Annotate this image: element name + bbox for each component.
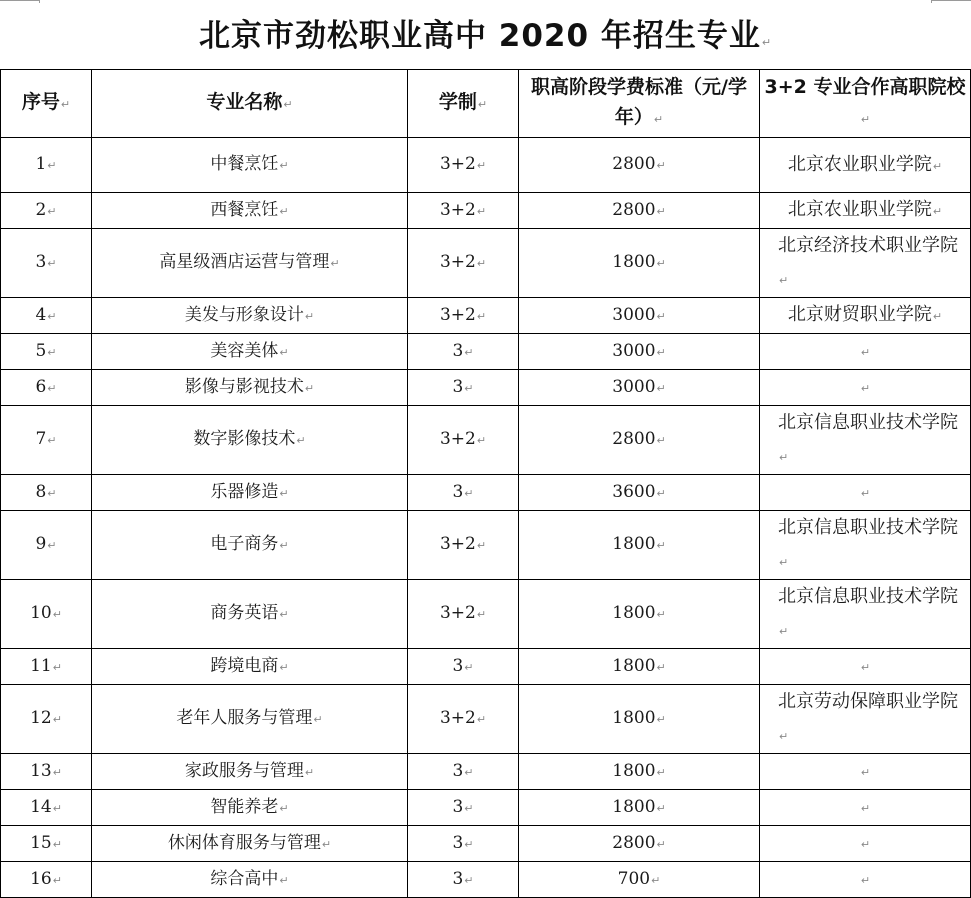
cell-fee-text: 1800 xyxy=(612,796,656,817)
paragraph-mark-icon: ↵ xyxy=(52,608,62,621)
paragraph-mark-icon: ↵ xyxy=(47,257,57,270)
paragraph-mark-icon: ↵ xyxy=(476,257,487,270)
table-row xyxy=(1,754,971,790)
paragraph-mark-icon: ↵ xyxy=(656,159,666,172)
cell-system-text: 3+2 xyxy=(439,708,476,728)
paragraph-mark-icon: ↵ xyxy=(279,486,289,500)
paragraph-mark-icon: ↵ xyxy=(279,608,289,621)
cell-system-text: 3+2 xyxy=(439,199,476,220)
paragraph-mark-icon: ↵ xyxy=(464,486,474,500)
cell-fee xyxy=(519,406,760,475)
cell-major-text: 商务英语 xyxy=(210,603,279,623)
paragraph-mark-icon: ↵ xyxy=(321,837,332,851)
cell-major-text: 综合高中 xyxy=(210,868,279,889)
table-header-row xyxy=(1,70,971,138)
cell-fee xyxy=(519,754,760,790)
cell-number-text: 2 xyxy=(35,199,47,220)
cell-number-text: 14 xyxy=(30,796,52,817)
cell-number xyxy=(1,475,92,511)
table-row xyxy=(1,826,971,862)
cell-major-text: 乐器修造 xyxy=(210,481,279,502)
cell-college xyxy=(760,229,971,298)
paragraph-mark-icon: ↵ xyxy=(47,159,57,172)
cell-college xyxy=(760,370,971,406)
cell-number-text: 3 xyxy=(35,252,47,272)
page-title-text: 北京市劲松职业高中 2020 年招生专业 xyxy=(198,18,761,54)
cell-system xyxy=(408,298,519,334)
cell-system xyxy=(408,511,519,580)
cell-system-text: 3 xyxy=(452,832,464,853)
paragraph-mark-icon: ↵ xyxy=(651,873,661,887)
paragraph-mark-icon: ↵ xyxy=(464,660,474,674)
header-number xyxy=(1,70,92,138)
table-row xyxy=(1,370,971,406)
cell-major xyxy=(92,138,408,193)
page-title xyxy=(0,16,971,63)
table-row xyxy=(1,193,971,229)
cell-major xyxy=(92,826,408,862)
cell-system xyxy=(408,370,519,406)
cell-college xyxy=(760,193,971,229)
cell-number-text: 5 xyxy=(35,340,47,361)
paragraph-mark-icon: ↵ xyxy=(476,713,487,726)
cell-system-text: 3+2 xyxy=(439,534,476,554)
cell-system-text: 3+2 xyxy=(439,252,476,272)
paragraph-mark-icon: ↵ xyxy=(860,487,871,500)
cell-system xyxy=(408,862,519,898)
paragraph-mark-icon: ↵ xyxy=(656,345,666,359)
cell-major xyxy=(92,229,408,298)
paragraph-mark-icon: ↵ xyxy=(477,98,488,111)
cell-fee-text: 2800 xyxy=(612,832,656,853)
paragraph-mark-icon: ↵ xyxy=(656,309,666,323)
cell-fee-text: 3000 xyxy=(612,376,656,397)
paragraph-mark-icon: ↵ xyxy=(779,730,789,743)
cell-fee-text: 2800 xyxy=(612,154,656,174)
cell-fee xyxy=(519,511,760,580)
paragraph-mark-icon: ↵ xyxy=(779,274,789,287)
cell-fee-text: 1800 xyxy=(612,655,656,676)
cell-fee xyxy=(519,790,760,826)
cell-major xyxy=(92,511,408,580)
paragraph-mark-icon: ↵ xyxy=(761,36,773,49)
cell-fee xyxy=(519,475,760,511)
cell-college-text: 北京农业职业学院 xyxy=(787,199,932,220)
paragraph-mark-icon: ↵ xyxy=(52,765,62,779)
cell-college xyxy=(760,138,971,193)
cell-major xyxy=(92,193,408,229)
cell-major-text: 美发与形象设计 xyxy=(184,304,304,325)
cell-fee xyxy=(519,298,760,334)
paragraph-mark-icon: ↵ xyxy=(313,713,323,726)
paragraph-mark-icon: ↵ xyxy=(279,873,289,887)
cell-college-text: 北京劳动保障职业学院 xyxy=(778,691,958,712)
cell-system-text: 3 xyxy=(452,481,464,502)
cell-number-text: 1 xyxy=(35,154,47,174)
paragraph-mark-icon: ↵ xyxy=(779,625,789,638)
cell-major xyxy=(92,475,408,511)
paragraph-mark-icon: ↵ xyxy=(656,765,666,779)
cell-major-text: 中餐烹饪 xyxy=(210,154,279,174)
paragraph-mark-icon: ↵ xyxy=(304,381,315,395)
table-row xyxy=(1,649,971,685)
table-row xyxy=(1,229,971,298)
cell-fee-text: 3000 xyxy=(612,304,656,325)
cell-number xyxy=(1,790,92,826)
cell-major xyxy=(92,406,408,475)
paragraph-mark-icon: ↵ xyxy=(47,539,57,552)
paragraph-mark-icon: ↵ xyxy=(279,159,289,172)
cell-college-text: 北京信息职业技术学院 xyxy=(778,586,958,607)
paragraph-mark-icon: ↵ xyxy=(656,257,666,270)
paragraph-mark-icon: ↵ xyxy=(52,801,62,815)
paragraph-mark-icon: ↵ xyxy=(47,434,57,447)
paragraph-mark-icon: ↵ xyxy=(656,381,666,395)
page-corner-mark-right xyxy=(931,0,971,4)
cell-system-text: 3 xyxy=(452,376,464,397)
cell-fee xyxy=(519,229,760,298)
paragraph-mark-icon: ↵ xyxy=(656,539,666,552)
paragraph-mark-icon: ↵ xyxy=(476,309,487,323)
table-row xyxy=(1,138,971,193)
cell-college xyxy=(760,649,971,685)
cell-college xyxy=(760,826,971,862)
cell-number xyxy=(1,754,92,790)
table-body xyxy=(1,138,971,898)
cell-fee-text: 2800 xyxy=(612,429,656,449)
header-fee-label: 职高阶段学费标准（元/学年） xyxy=(531,76,747,128)
paragraph-mark-icon: ↵ xyxy=(52,837,62,851)
cell-system xyxy=(408,754,519,790)
cell-major xyxy=(92,862,408,898)
paragraph-mark-icon: ↵ xyxy=(779,556,789,569)
paragraph-mark-icon: ↵ xyxy=(860,661,871,674)
paragraph-mark-icon: ↵ xyxy=(52,873,62,887)
paragraph-mark-icon: ↵ xyxy=(279,539,289,552)
paragraph-mark-icon: ↵ xyxy=(656,608,666,621)
paragraph-mark-icon: ↵ xyxy=(476,608,487,621)
cell-major-text: 美容美体 xyxy=(210,340,279,361)
paragraph-mark-icon: ↵ xyxy=(656,801,666,815)
paragraph-mark-icon: ↵ xyxy=(860,802,871,815)
paragraph-mark-icon: ↵ xyxy=(279,660,289,674)
cell-number-text: 15 xyxy=(30,832,52,853)
cell-major-text: 高星级酒店运营与管理 xyxy=(159,252,330,272)
cell-number-text: 12 xyxy=(30,708,52,728)
cell-fee-text: 1800 xyxy=(612,603,656,623)
paragraph-mark-icon: ↵ xyxy=(47,381,57,395)
cell-system-text: 3 xyxy=(452,655,464,676)
cell-college xyxy=(760,685,971,754)
header-college-label: 3+2 专业合作高职院校 xyxy=(764,76,966,98)
paragraph-mark-icon: ↵ xyxy=(932,310,943,323)
cell-major xyxy=(92,298,408,334)
cell-number-text: 10 xyxy=(30,603,52,623)
cell-system xyxy=(408,406,519,475)
cell-system-text: 3 xyxy=(452,340,464,361)
cell-major-text: 休闲体育服务与管理 xyxy=(167,832,321,853)
paragraph-mark-icon: ↵ xyxy=(464,765,474,779)
cell-system-text: 3 xyxy=(452,760,464,781)
header-fee xyxy=(519,70,760,138)
cell-fee xyxy=(519,862,760,898)
cell-major xyxy=(92,370,408,406)
paragraph-mark-icon: ↵ xyxy=(656,204,666,218)
cell-system xyxy=(408,229,519,298)
cell-major-text: 跨境电商 xyxy=(210,655,279,676)
paragraph-mark-icon: ↵ xyxy=(464,381,474,395)
cell-fee xyxy=(519,826,760,862)
cell-number xyxy=(1,370,92,406)
cell-fee xyxy=(519,580,760,649)
cell-number xyxy=(1,685,92,754)
paragraph-mark-icon: ↵ xyxy=(860,874,871,887)
cell-system xyxy=(408,193,519,229)
table-row xyxy=(1,862,971,898)
cell-number xyxy=(1,138,92,193)
cell-fee-text: 2800 xyxy=(612,199,656,220)
cell-system-text: 3 xyxy=(452,868,464,889)
cell-system xyxy=(408,826,519,862)
paragraph-mark-icon: ↵ xyxy=(296,434,306,447)
cell-fee-text: 1800 xyxy=(612,252,656,272)
cell-number-text: 8 xyxy=(35,481,47,502)
cell-college xyxy=(760,754,971,790)
paragraph-mark-icon: ↵ xyxy=(656,713,666,726)
header-major xyxy=(92,70,408,138)
paragraph-mark-icon: ↵ xyxy=(779,451,789,464)
paragraph-mark-icon: ↵ xyxy=(279,345,289,359)
cell-college xyxy=(760,580,971,649)
cell-college-text: 北京信息职业技术学院 xyxy=(778,517,958,538)
paragraph-mark-icon: ↵ xyxy=(304,309,315,323)
cell-major xyxy=(92,754,408,790)
table-row xyxy=(1,406,971,475)
paragraph-mark-icon: ↵ xyxy=(656,486,666,500)
cell-system xyxy=(408,649,519,685)
cell-number xyxy=(1,193,92,229)
cell-fee xyxy=(519,649,760,685)
cell-fee-text: 1800 xyxy=(612,534,656,554)
cell-number xyxy=(1,649,92,685)
paragraph-mark-icon: ↵ xyxy=(476,204,487,218)
paragraph-mark-icon: ↵ xyxy=(860,838,871,851)
header-system-label: 学制 xyxy=(438,91,477,113)
paragraph-mark-icon: ↵ xyxy=(476,434,487,447)
header-number-label: 序号 xyxy=(21,91,60,113)
paragraph-mark-icon: ↵ xyxy=(656,837,666,851)
paragraph-mark-icon: ↵ xyxy=(860,346,871,359)
cell-fee xyxy=(519,334,760,370)
enrollment-table xyxy=(0,69,971,898)
cell-system-text: 3+2 xyxy=(439,154,476,174)
paragraph-mark-icon: ↵ xyxy=(464,345,474,359)
table-row xyxy=(1,298,971,334)
cell-number xyxy=(1,298,92,334)
cell-college xyxy=(760,790,971,826)
table-row xyxy=(1,334,971,370)
paragraph-mark-icon: ↵ xyxy=(653,113,664,126)
cell-fee xyxy=(519,685,760,754)
cell-number xyxy=(1,229,92,298)
paragraph-mark-icon: ↵ xyxy=(279,801,289,815)
cell-system xyxy=(408,685,519,754)
cell-college xyxy=(760,511,971,580)
table-row xyxy=(1,685,971,754)
paragraph-mark-icon: ↵ xyxy=(656,434,666,447)
cell-college xyxy=(760,862,971,898)
cell-system-text: 3 xyxy=(452,796,464,817)
paragraph-mark-icon: ↵ xyxy=(60,98,71,111)
table-row xyxy=(1,475,971,511)
cell-college-text: 北京农业职业学院 xyxy=(787,153,932,175)
paragraph-mark-icon: ↵ xyxy=(464,837,474,851)
cell-system xyxy=(408,580,519,649)
cell-major-text: 西餐烹饪 xyxy=(210,199,279,220)
cell-major xyxy=(92,685,408,754)
paragraph-mark-icon: ↵ xyxy=(47,486,57,500)
cell-fee xyxy=(519,193,760,229)
cell-number-text: 9 xyxy=(35,534,47,554)
paragraph-mark-icon: ↵ xyxy=(52,660,62,674)
cell-number xyxy=(1,826,92,862)
table-row xyxy=(1,580,971,649)
cell-major-text: 智能养老 xyxy=(210,796,279,817)
cell-fee-text: 1800 xyxy=(612,708,656,728)
paragraph-mark-icon: ↵ xyxy=(476,539,487,552)
cell-major-text: 数字影像技术 xyxy=(193,429,296,449)
cell-system-text: 3+2 xyxy=(439,429,476,449)
cell-number xyxy=(1,580,92,649)
paragraph-mark-icon: ↵ xyxy=(304,765,315,779)
cell-college xyxy=(760,406,971,475)
header-college xyxy=(760,70,971,138)
cell-fee-text: 1800 xyxy=(612,760,656,781)
header-major-label: 专业名称 xyxy=(206,91,283,113)
cell-number-text: 13 xyxy=(30,760,52,781)
paragraph-mark-icon: ↵ xyxy=(47,204,57,218)
cell-major xyxy=(92,580,408,649)
cell-number xyxy=(1,406,92,475)
cell-system-text: 3+2 xyxy=(439,304,476,325)
cell-major-text: 家政服务与管理 xyxy=(184,760,304,781)
paragraph-mark-icon: ↵ xyxy=(464,873,474,887)
cell-college-text: 北京信息职业技术学院 xyxy=(778,412,958,433)
paragraph-mark-icon: ↵ xyxy=(283,98,293,111)
cell-number-text: 11 xyxy=(30,655,52,676)
cell-system xyxy=(408,790,519,826)
paragraph-mark-icon: ↵ xyxy=(932,205,943,218)
cell-fee-text: 3600 xyxy=(612,481,656,502)
paragraph-mark-icon: ↵ xyxy=(860,113,871,126)
header-system xyxy=(408,70,519,138)
cell-major-text: 影像与影视技术 xyxy=(184,376,304,397)
cell-number-text: 6 xyxy=(35,376,47,397)
cell-fee-text: 700 xyxy=(617,868,651,889)
cell-college xyxy=(760,298,971,334)
cell-major xyxy=(92,334,408,370)
cell-college xyxy=(760,475,971,511)
cell-college-text: 北京财贸职业学院 xyxy=(787,304,932,325)
table-row xyxy=(1,790,971,826)
cell-number xyxy=(1,511,92,580)
cell-number-text: 4 xyxy=(35,304,47,325)
cell-system xyxy=(408,138,519,193)
table-row xyxy=(1,511,971,580)
cell-major xyxy=(92,649,408,685)
cell-fee xyxy=(519,138,760,193)
paragraph-mark-icon: ↵ xyxy=(656,660,666,674)
cell-system-text: 3+2 xyxy=(439,603,476,623)
cell-fee-text: 3000 xyxy=(612,340,656,361)
cell-major xyxy=(92,790,408,826)
cell-college xyxy=(760,334,971,370)
paragraph-mark-icon: ↵ xyxy=(52,713,62,726)
cell-system xyxy=(408,475,519,511)
cell-number xyxy=(1,862,92,898)
paragraph-mark-icon: ↵ xyxy=(860,766,871,779)
paragraph-mark-icon: ↵ xyxy=(47,309,57,323)
cell-number-text: 7 xyxy=(35,429,47,449)
paragraph-mark-icon: ↵ xyxy=(932,159,943,173)
paragraph-mark-icon: ↵ xyxy=(47,345,57,359)
paragraph-mark-icon: ↵ xyxy=(476,159,487,172)
cell-number xyxy=(1,334,92,370)
cell-fee xyxy=(519,370,760,406)
cell-major-text: 电子商务 xyxy=(210,534,279,554)
cell-system xyxy=(408,334,519,370)
page-corner-mark-left xyxy=(0,0,40,4)
cell-major-text: 老年人服务与管理 xyxy=(176,708,313,728)
paragraph-mark-icon: ↵ xyxy=(279,204,289,218)
paragraph-mark-icon: ↵ xyxy=(464,801,474,815)
paragraph-mark-icon: ↵ xyxy=(860,382,871,395)
cell-college-text: 北京经济技术职业学院 xyxy=(778,235,958,256)
cell-number-text: 16 xyxy=(30,868,52,889)
paragraph-mark-icon: ↵ xyxy=(330,257,340,270)
